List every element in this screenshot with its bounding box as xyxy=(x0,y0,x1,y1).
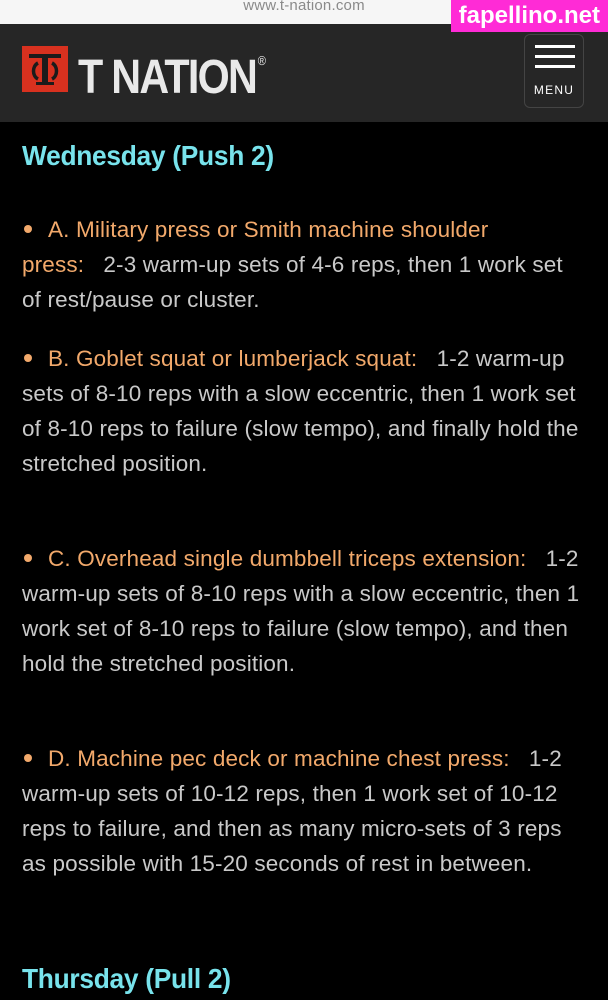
bullet-dot-icon xyxy=(24,354,32,362)
site-header xyxy=(0,24,608,122)
exercise-name: C. Overhead single dumbbell triceps extension: xyxy=(48,546,527,571)
bullet-dot-icon xyxy=(24,225,32,233)
exercise-name: B. Goblet squat or lumberjack squat: xyxy=(48,346,418,371)
exercise-details: 2-3 warm-up sets of 4-6 reps, then 1 work set of rest/pause or cluster. xyxy=(22,252,563,312)
browser-url[interactable]: www.t-nation.com xyxy=(243,0,365,14)
exercise-item xyxy=(22,741,588,881)
hamburger-menu-icon xyxy=(535,45,575,75)
bullet-dot-icon xyxy=(24,754,32,762)
t-nation-logo-icon xyxy=(22,46,68,92)
exercise-details: 1-2 warm-up sets of 8-10 reps with a slow eccentric, then 1 work set of 8-10 reps to failure (slow tempo), and finally hold the stretched position. xyxy=(22,346,579,476)
site-logo[interactable] xyxy=(22,44,297,104)
exercise-details: 1-2 warm-up sets of 8-10 reps with a slow eccentric, then 1 work set of 8-10 reps to failure (slow tempo), and then hold the stretched position. xyxy=(22,546,580,676)
section-heading-thursday: Thursday (Pull 2) xyxy=(22,963,231,994)
bullet-dot-icon xyxy=(24,554,32,562)
menu-label: MENU xyxy=(533,83,575,97)
watermark-label: fapellino.net xyxy=(451,0,608,32)
registered-mark: ® xyxy=(257,52,267,68)
menu-button[interactable] xyxy=(524,34,584,108)
section-heading-wednesday: Wednesday (Push 2) xyxy=(22,140,274,171)
exercise-item xyxy=(22,341,588,481)
exercise-name: D. Machine pec deck or machine chest press: xyxy=(48,746,510,771)
exercise-details: 1-2 warm-up sets of 10-12 reps, then 1 work set of 10-12 reps to failure, and then as many micro-sets of 3 reps as possible with 15-20 seconds of rest in between. xyxy=(22,746,562,876)
logo-wordmark xyxy=(78,36,266,103)
logo-text: T NATION xyxy=(78,50,257,104)
exercise-name: A. Military press or Smith machine shoulder press: xyxy=(22,217,489,277)
exercise-item xyxy=(22,212,588,317)
exercise-item xyxy=(22,541,588,681)
